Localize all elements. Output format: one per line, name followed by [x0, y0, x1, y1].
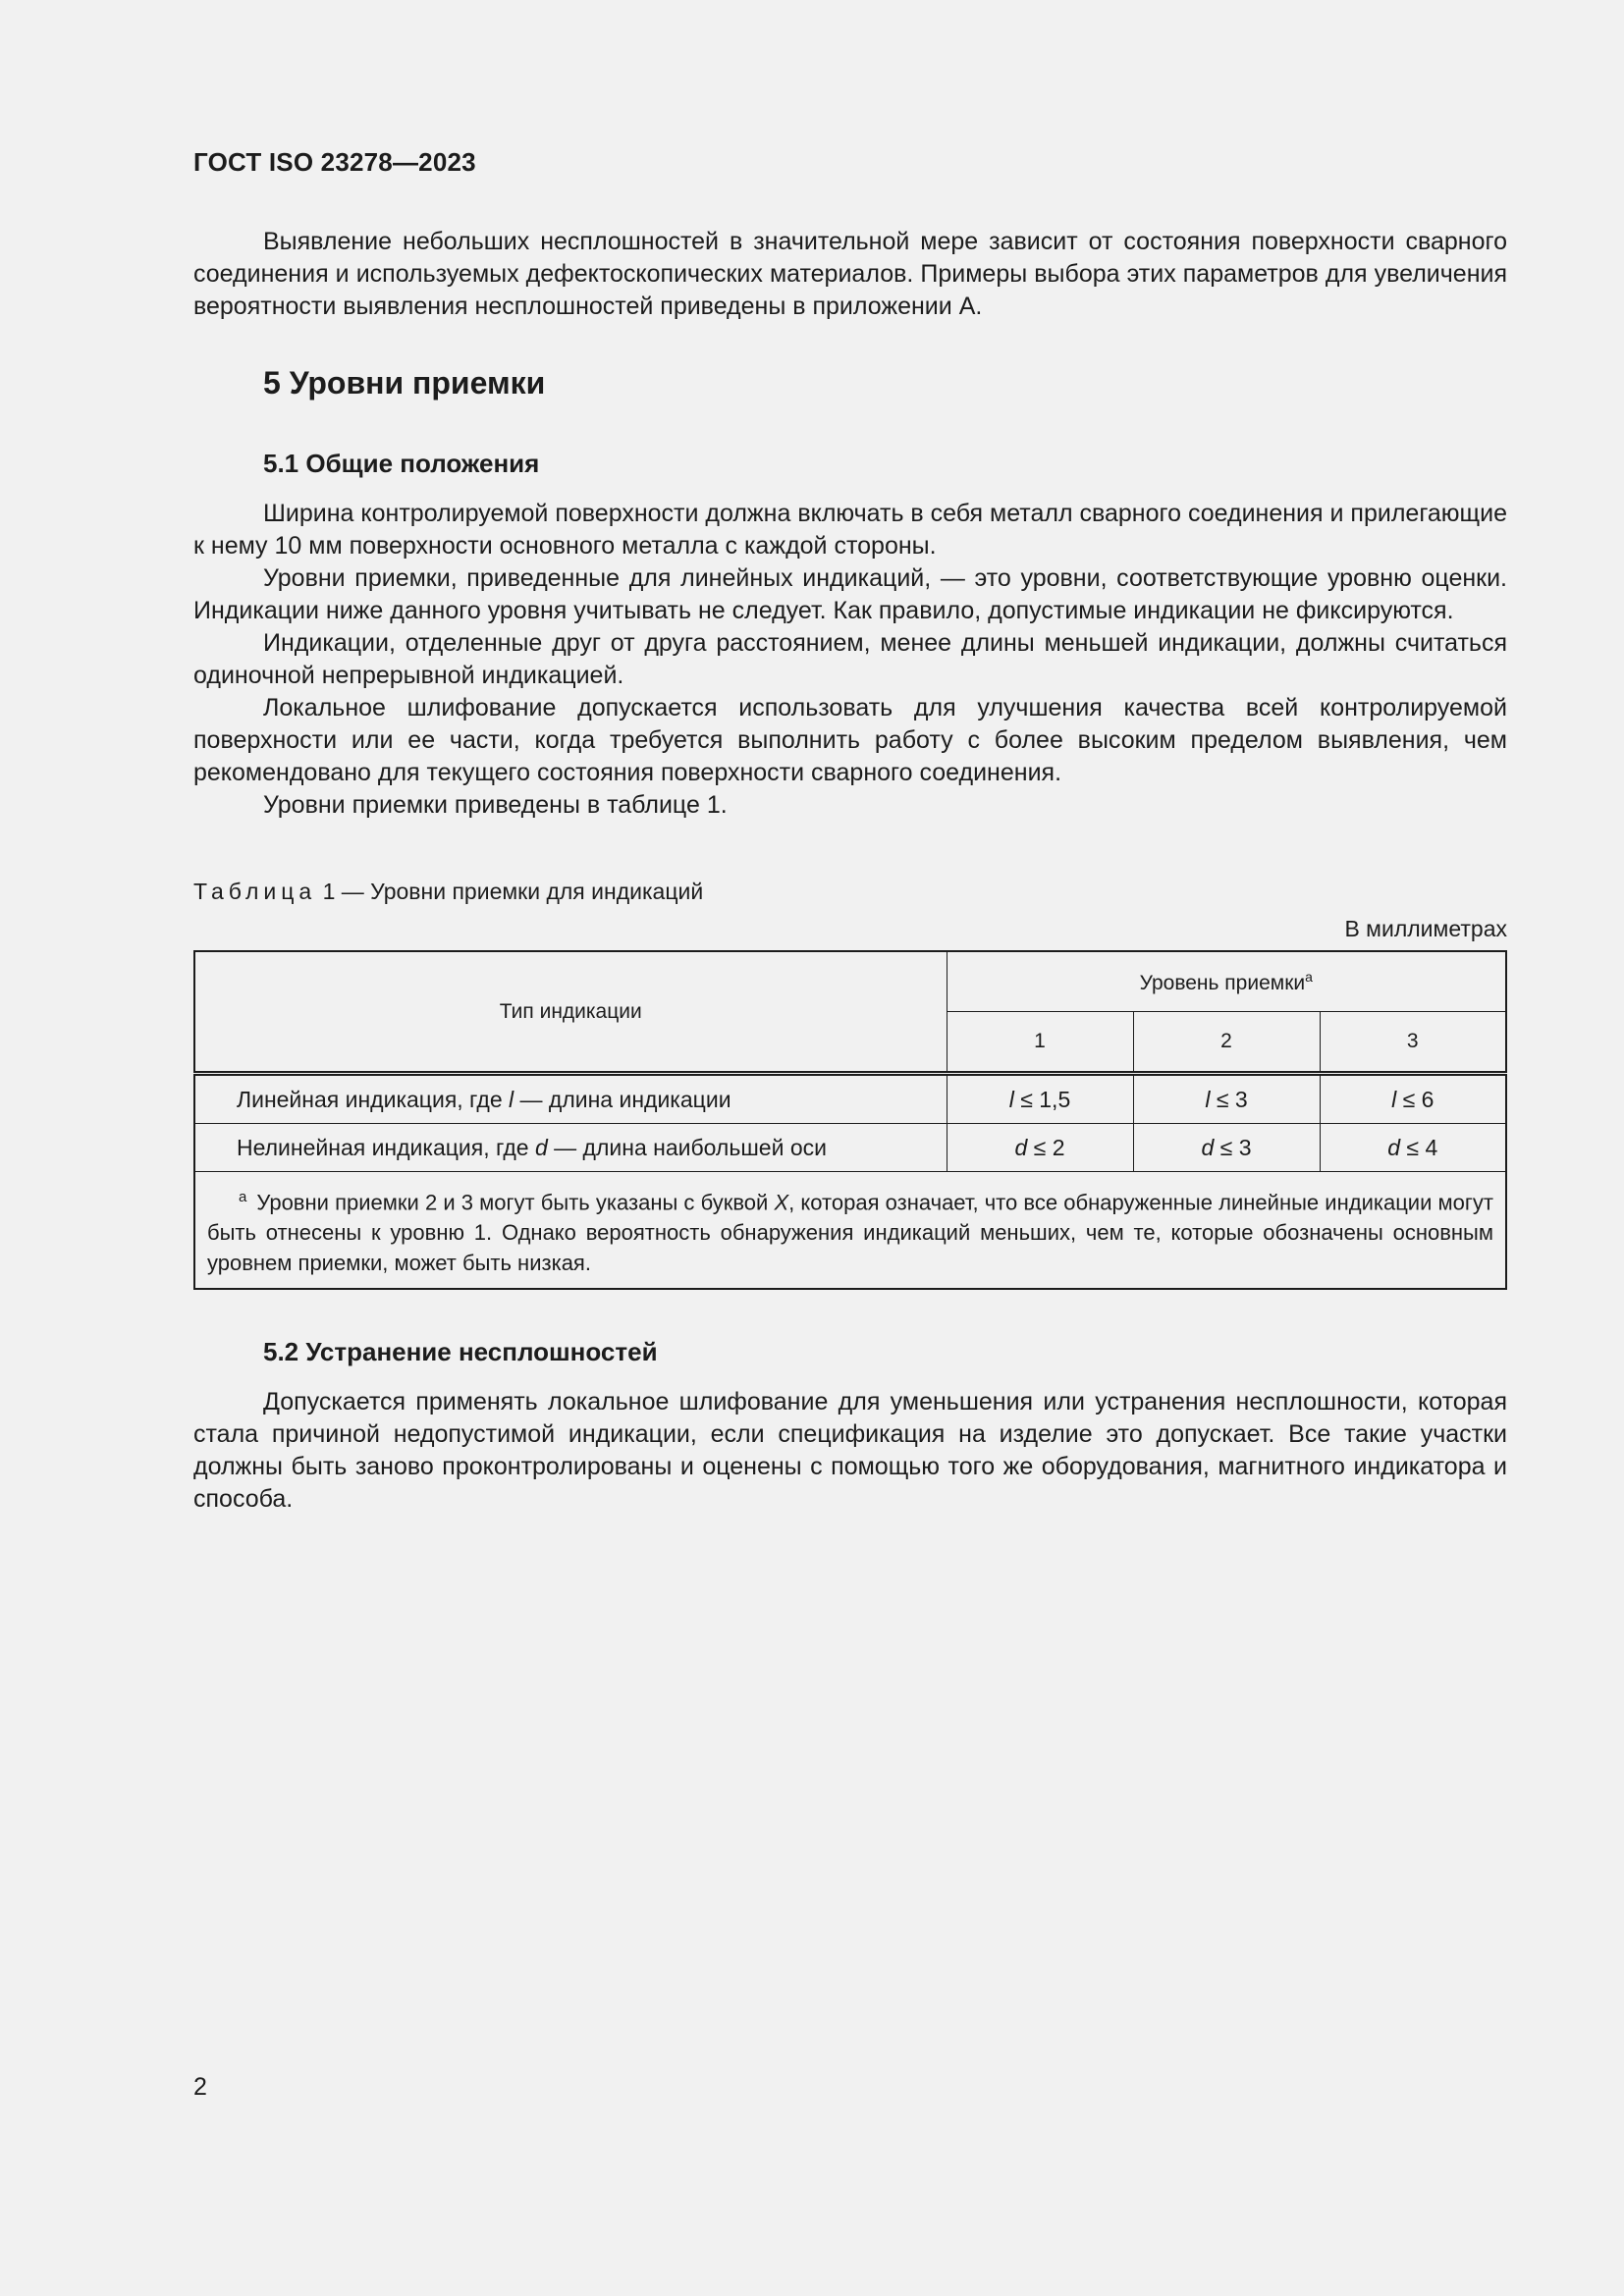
level-header-2: 2: [1133, 1012, 1320, 1074]
acceptance-levels-table: [193, 950, 1507, 1290]
table-units: В миллиметрах: [1344, 916, 1507, 941]
table-row: [194, 1124, 1506, 1172]
level-header-3: 3: [1320, 1012, 1506, 1074]
paragraph: Допускается применять локальное шлифование для уменьшения или устранения несплошности, которая стала причиной недопустимой индикации, если спецификация на изделие это допускает. Все такие участки должны быть заново проконтролированы и оценены с помощью того же оборудования, магнитного индикатора и способа.: [193, 1388, 1507, 1513]
table-footnote-row: [194, 1172, 1506, 1290]
footnote-mark: a: [239, 1189, 247, 1205]
paragraph: Индикации, отделенные друг от друга расстоянием, менее длины меньшей индикации, должны считаться одиночной непрерывной индикацией.: [193, 629, 1507, 689]
column-header-level-label: Уровень приемки: [1139, 971, 1306, 994]
section-5-2-title: 5.2 Устранение несплошностей: [263, 1337, 658, 1366]
column-header-type: [194, 951, 947, 1074]
paragraph: Уровни приемки, приведенные для линейных индикаций, — это уровни, соответствующие уровню оценки. Индикации ниже данного уровня учитывать не следует. Как правило, допустимые индикации не фиксируются.: [193, 564, 1507, 624]
table-caption-text: 1 — Уровни приемки для индикаций: [322, 879, 704, 904]
paragraph: Уровни приемки приведены в таблице 1.: [263, 791, 728, 819]
page-number: 2: [193, 2073, 207, 2101]
paragraph: Выявление небольших несплошностей в значительной мере зависит от состояния поверхности сварного соединения и используемых дефектоскопических материалов. Примеры выбора этих параметров для увеличения вероятности выявления несплошностей приведены в приложении А.: [193, 228, 1507, 320]
section-5-2-body: [193, 1386, 1507, 1516]
row-label: Линейная индикация, где l — длина индикации: [194, 1074, 947, 1124]
document-header: ГОСТ ISO 23278—2023: [193, 147, 476, 177]
column-header-type-label: Тип индикации: [499, 999, 642, 1023]
table-header-row: [194, 951, 1506, 1012]
column-header-level: [947, 951, 1506, 1012]
paragraph: Ширина контролируемой поверхности должна включать в себя металл сварного соединения и прилегающие к нему 10 мм поверхности основного металла с каждой стороны.: [193, 500, 1507, 560]
table-caption: [193, 879, 703, 905]
cell-value: l ≤ 6: [1320, 1074, 1506, 1124]
section-5-1-body: [193, 498, 1507, 822]
table-caption-word: Таблица: [193, 879, 317, 904]
paragraph: Локальное шлифование допускается использовать для улучшения качества всей контролируемой поверхности или ее части, когда требуется выполнить работу с более высоким пределом выявления, чем рекомендовано для текущего состояния поверхности сварного соединения.: [193, 694, 1507, 786]
row-label: Нелинейная индикация, где d — длина наибольшей оси: [194, 1124, 947, 1172]
footnote-ref: a: [1305, 968, 1313, 985]
section-5-title: 5 Уровни приемки: [263, 365, 546, 400]
cell-value: l ≤ 3: [1133, 1074, 1320, 1124]
table-row: [194, 1074, 1506, 1124]
intro-text: [193, 226, 1507, 323]
section-5-1-title: 5.1 Общие положения: [263, 449, 540, 478]
level-header-1: 1: [947, 1012, 1133, 1074]
cell-value: l ≤ 1,5: [947, 1074, 1133, 1124]
cell-value: d ≤ 3: [1133, 1124, 1320, 1172]
cell-value: d ≤ 4: [1320, 1124, 1506, 1172]
cell-value: d ≤ 2: [947, 1124, 1133, 1172]
table-footnote: $^a$ Уровни приемки 2 и 3 могут быть указаны с буквой X, которая означает, что все обнаруженные линейные индикации могут быть отнесены к уровню 1. Однако вероятность обнаружения индикаций меньших, чем те, которые обозначены основным уровнем приемки, может быть низкая.: [194, 1172, 1506, 1290]
